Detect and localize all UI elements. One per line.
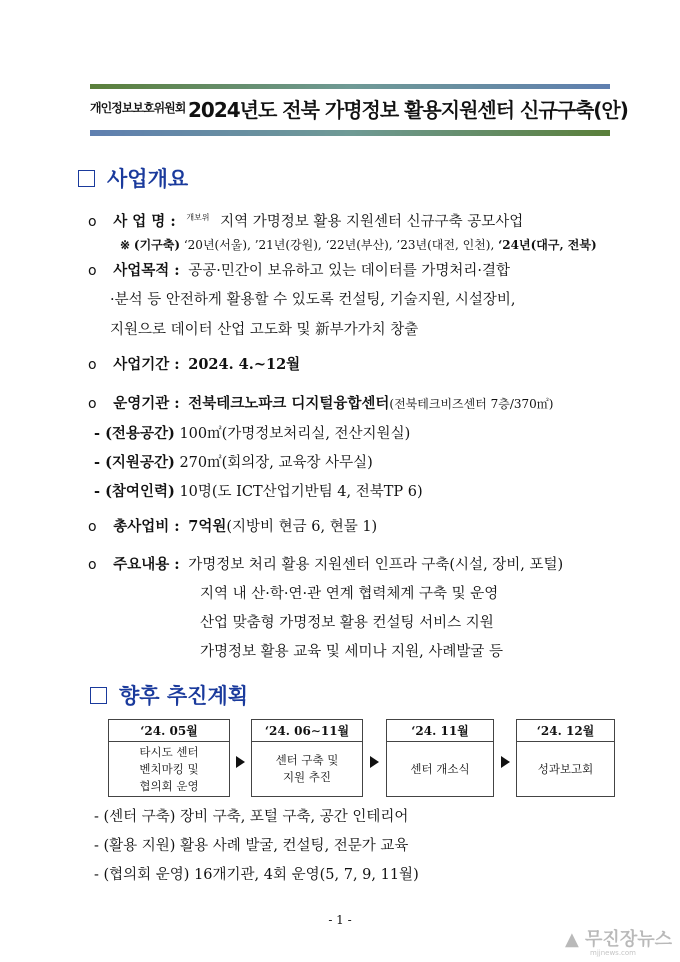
dedicated-space-value: 100㎡(가명정보처리실, 전산지원실) — [179, 426, 411, 442]
budget-value: 7억원 — [188, 518, 227, 535]
purpose-line-3: 지원으로 데이터 산업 고도화 및 新부가가치 창출 — [110, 322, 419, 338]
purpose-row — [88, 259, 510, 280]
budget-note: (지방비 현금 6, 현물 1) — [226, 519, 378, 535]
right-arrow-icon — [501, 756, 510, 768]
budget-row — [88, 515, 377, 536]
project-name-sup: 개보위 — [186, 213, 210, 222]
circle-bullet-icon: o — [88, 396, 97, 412]
step-2-body: 센터 구축 및 지원 추진 — [251, 741, 363, 797]
section-title-overview: 사업개요 — [78, 163, 188, 193]
step-2-date: ‘24. 06∼11월 — [251, 719, 363, 741]
note-text: ‘20년(서울), ’21년(강원), ‘22년(부산), ’23년(대전, 인천), — [183, 238, 495, 252]
section-title-plan: 향후 추진계획 — [90, 680, 248, 710]
purpose-label: 사업목적 : — [113, 262, 180, 279]
step-1-date: ‘24. 05월 — [108, 719, 230, 741]
project-name-row — [88, 210, 523, 231]
period-value: 2024. 4.~12월 — [188, 356, 301, 373]
main-content-line-2: 지역 내 산·학·연·관 연계 협력체계 구축 및 운영 — [200, 586, 499, 602]
checkbox-square-icon — [90, 687, 107, 704]
right-arrow-icon — [370, 756, 379, 768]
right-arrow-icon — [236, 756, 245, 768]
step-4-date: ‘24. 12월 — [516, 719, 615, 741]
note-label: (기구축) — [133, 238, 181, 252]
period-label: 사업기간 : — [113, 356, 180, 373]
circle-bullet-icon: o — [88, 214, 97, 230]
circle-bullet-icon: o — [88, 263, 97, 279]
staff-row — [94, 480, 423, 501]
support-space-value: 270㎡(회의장, 교육장 사무실) — [179, 455, 373, 471]
project-name-label: 사 업 명 : — [113, 213, 176, 230]
step-3-date: ‘24. 11월 — [386, 719, 494, 741]
document-title: 2024년도 전북 가명정보 활용지원센터 신규구축(안) — [188, 98, 628, 122]
page-number: - 1 - — [328, 913, 352, 927]
checkbox-square-icon — [78, 170, 95, 187]
watermark-url: mjjnews.com — [590, 949, 636, 957]
circle-bullet-icon: o — [88, 357, 97, 373]
step-3-body: 센터 개소식 — [386, 741, 494, 797]
watermark: ▲ 무진장뉴스 — [564, 929, 672, 950]
period-row — [88, 353, 300, 374]
main-content-line-4: 가명정보 활용 교육 및 세미나 지원, 사례발굴 등 — [200, 644, 504, 660]
circle-bullet-icon: o — [88, 557, 97, 573]
dedicated-space-row — [94, 422, 410, 443]
staff-label: - (참여인력) — [94, 483, 175, 500]
main-content-row — [88, 553, 563, 574]
support-space-label: - (지원공간) — [94, 454, 175, 471]
staff-value: 10명(도 ICT산업기반팀 4, 전북TP 6) — [179, 484, 423, 500]
plan-detail-2: - (활용 지원) 활용 사례 발굴, 컨설팅, 전문가 교육 — [94, 838, 409, 854]
note-highlight: ‘24년(대구, 전북) — [498, 238, 597, 252]
dedicated-space-label: - (전용공간) — [94, 425, 175, 442]
mountain-logo-icon: ▲ — [564, 929, 586, 950]
purpose-line-1: 공공·민간이 보유하고 있는 데이터를 가명처리·결합 — [188, 263, 511, 279]
operator-label: 운영기관 : — [113, 395, 180, 412]
main-content-line-3: 산업 맞춤형 가명정보 활용 컨설팅 서비스 지원 — [200, 615, 494, 631]
operator-row — [88, 392, 553, 413]
project-name-value: 지역 가명정보 활용 지원센터 신규구축 공모사업 — [220, 214, 524, 230]
operator-value: 전북테크노파크 디지털융합센터 — [188, 395, 390, 412]
step-1-body: 타시도 센터 벤치마킹 및 협의회 운영 — [108, 741, 230, 797]
budget-label: 총사업비 : — [113, 518, 180, 535]
main-content-label: 주요내용 : — [113, 556, 180, 573]
circle-bullet-icon: o — [88, 519, 97, 535]
operator-note: (전북테크비즈센터 7층/370㎡) — [389, 397, 554, 411]
purpose-line-2: ·분석 등 안전하게 활용할 수 있도록 컨설팅, 기술지원, 시설장비, — [110, 292, 516, 308]
step-4-body: 성과보고회 — [516, 741, 615, 797]
header-bottom-rule — [90, 130, 610, 136]
support-space-row — [94, 451, 373, 472]
note-mark: ※ — [120, 238, 131, 252]
plan-detail-1: - (센터 구축) 장비 구축, 포털 구축, 공간 인테리어 — [94, 809, 409, 825]
main-content-line-1: 가명정보 처리 활용 지원센터 인프라 구축(시설, 장비, 포털) — [188, 557, 564, 573]
history-note — [120, 236, 597, 253]
plan-detail-3: - (협의회 운영) 16개기관, 4회 운영(5, 7, 9, 11월) — [94, 867, 419, 883]
organization-name: 개인정보보호위원회 — [90, 101, 186, 115]
header-top-rule — [90, 84, 610, 89]
